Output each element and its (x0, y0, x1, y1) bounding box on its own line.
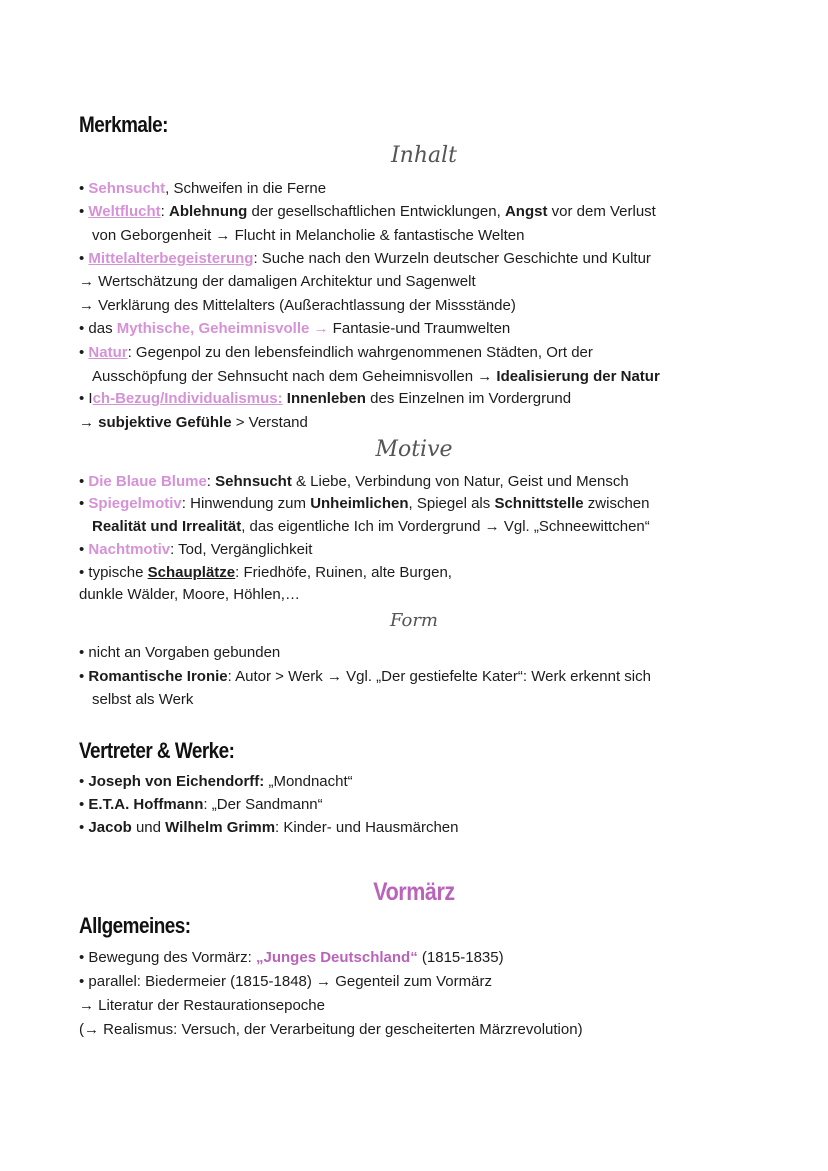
label-form: Form (389, 610, 438, 631)
motiv-spiegel-cont: Realität und Irrealität, das eigentliche Ich im Vordergrund → Vgl. „Schneewittchen“ (92, 518, 650, 535)
merkmal-mittelalter-arrow2: → Verklärung des Mittelalters (Außerachtlassung der Missstände) (79, 297, 516, 314)
form-ironie: • Romantische Ironie: Autor > Werk → Vgl. „Der gestiefelte Kater“: Werk erkennt sich (79, 668, 651, 685)
merkmal-mittelalter: • Mittelalterbegeisterung: Suche nach den Wurzeln deutscher Geschichte und Kultur (79, 250, 651, 267)
vertreter-hoffmann: • E.T.A. Hoffmann: „Der Sandmann“ (79, 796, 323, 813)
merkmal-mittelalter-arrow1: → Wertschätzung der damaligen Architektur und Sagenwelt (79, 273, 476, 290)
vertreter-eichendorff: • Joseph von Eichendorff: „Mondnacht“ (79, 773, 353, 790)
vertreter-grimm: • Jacob und Wilhelm Grimm: Kinder- und Hausmärchen (79, 819, 459, 836)
heading-vertreter: Vertreter & Werke: (79, 738, 235, 763)
motiv-blaue-blume: • Die Blaue Blume: Sehnsucht & Liebe, Verbindung von Natur, Geist und Mensch (79, 473, 629, 490)
merkmal-natur-cont: Ausschöpfung der Sehnsucht nach dem Geheimnisvollen → Idealisierung der Natur (92, 368, 660, 385)
motiv-schauplaetze: • typische Schauplätze: Friedhöfe, Ruinen, alte Burgen, (79, 564, 452, 581)
form-ironie-cont: selbst als Werk (92, 691, 194, 708)
motiv-spiegel: • Spiegelmotiv: Hinwendung zum Unheimlichen, Spiegel als Schnittstelle zwischen (79, 495, 650, 512)
form-vorgaben: • nicht an Vorgaben gebunden (79, 644, 281, 661)
label-inhalt: Inhalt (390, 143, 458, 168)
merkmal-weltflucht: • Weltflucht: Ablehnung der gesellschaftlichen Entwicklungen, Angst vor dem Verlust (79, 203, 656, 220)
merkmal-gefuehle: → subjektive Gefühle > Verstand (79, 414, 308, 431)
motiv-nacht: • Nachtmotiv: Tod, Vergänglichkeit (79, 541, 313, 558)
heading-allgemeines: Allgemeines: (79, 913, 191, 938)
motiv-schauplaetze-cont: dunkle Wälder, Moore, Höhlen,… (79, 586, 300, 603)
vormaerz-bewegung: • Bewegung des Vormärz: „Junges Deutschland“ (1815-1835) (79, 949, 504, 966)
merkmal-mythische: • das Mythische, Geheimnisvolle → Fantasie-und Traumwelten (79, 320, 511, 337)
vormaerz-realismus: (→ Realismus: Versuch, der Verarbeitung der gescheiterten Märzrevolution) (79, 1021, 583, 1038)
heading-merkmale: Merkmale: (79, 112, 168, 137)
vormaerz-biedermeier: • parallel: Biedermeier (1815-1848) → Gegenteil zum Vormärz (79, 973, 492, 990)
vormaerz-restauration: → Literatur der Restaurationsepoche (79, 997, 325, 1014)
label-motive: Motive (375, 437, 453, 462)
merkmal-sehnsucht: • Sehnsucht, Schweifen in die Ferne (79, 180, 327, 197)
section-title-vormaerz: Vormärz (373, 878, 455, 906)
merkmal-weltflucht-cont: von Geborgenheit → Flucht in Melancholie & fantastische Welten (92, 227, 525, 244)
merkmal-natur: • Natur: Gegenpol zu den lebensfeindlich wahrgenommenen Städten, Ort der (79, 344, 593, 361)
merkmal-ich-bezug: • Ich-Bezug/Individualismus: Innenleben des Einzelnen im Vordergrund (79, 390, 572, 407)
